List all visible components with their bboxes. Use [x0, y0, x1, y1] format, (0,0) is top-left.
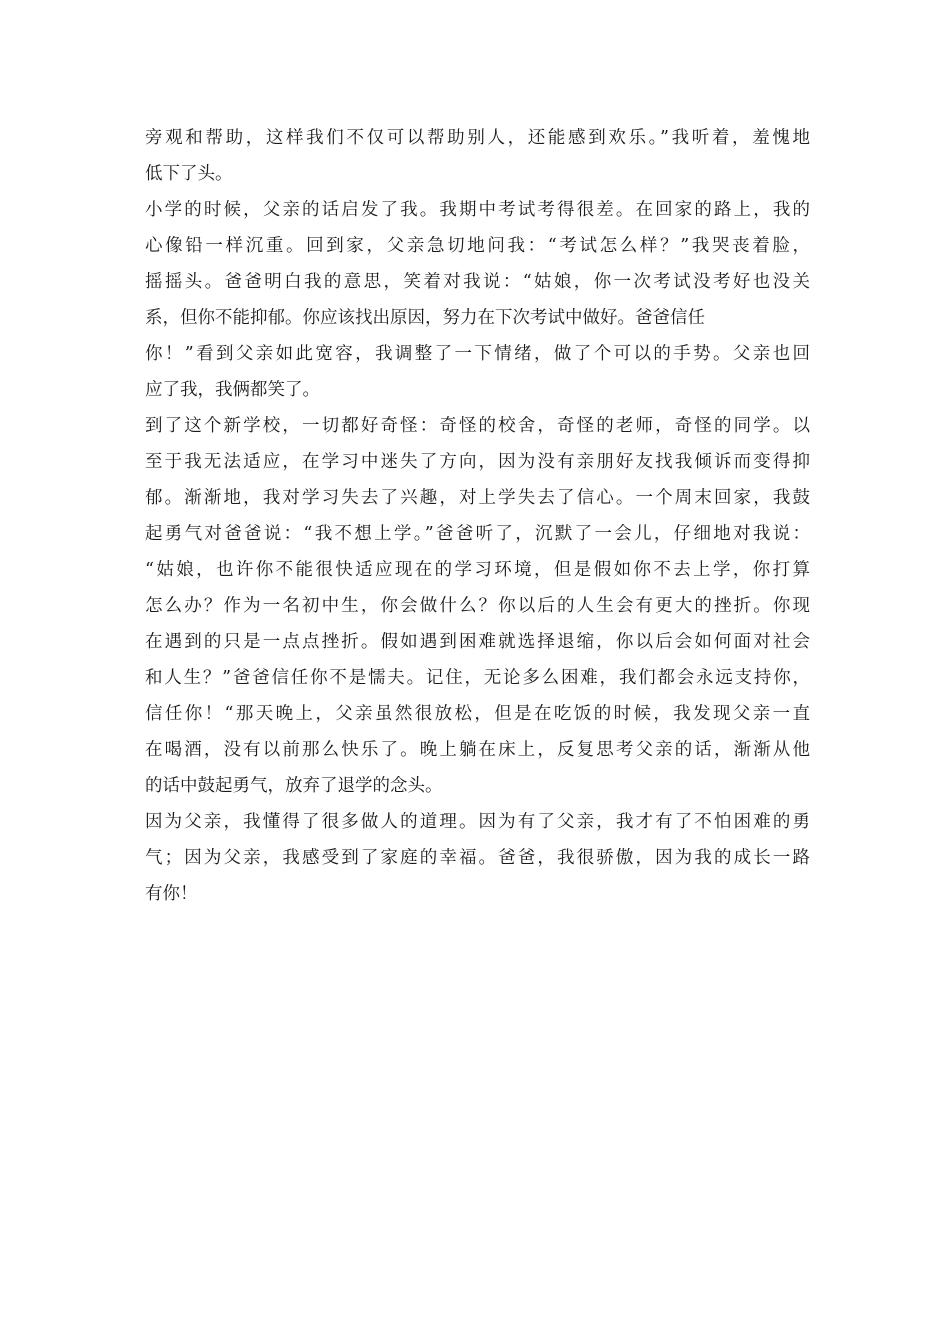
text-line: 至于我无法适应，在学习中迷失了方向，因为没有亲朋好友找我倾诉而变得抑 — [145, 452, 810, 472]
text-line: 气；因为父亲，我感受到了家庭的幸福。爸爸，我很骄傲，因为我的成长一路 — [145, 848, 810, 868]
paragraph-1 — [145, 120, 810, 192]
text-line: 到了这个新学校，一切都好奇怪：奇怪的校舍，奇怪的老师，奇怪的同学。以 — [145, 416, 810, 436]
text-line: 起勇气对爸爸说：“我不想上学。”爸爸听了，沉默了一会儿，仔细地对我说： — [145, 524, 810, 544]
text-line: 应了我，我俩都笑了。 — [145, 380, 320, 400]
paragraph-4 — [145, 804, 810, 912]
text-line: 怎么办？作为一名初中生，你会做什么？你以后的人生会有更大的挫折。你现 — [145, 596, 810, 616]
text-line: 小学的时候，父亲的话启发了我。我期中考试考得很差。在回家的路上，我的 — [145, 200, 810, 220]
text-line: “姑娘，也许你不能很快适应现在的学习环境，但是假如你不去上学，你打算 — [145, 560, 810, 580]
text-line: 系，但你不能抑郁。你应该找出原因，努力在下次考试中做好。爸爸信任 — [145, 308, 705, 328]
text-line: 旁观和帮助，这样我们不仅可以帮助别人，还能感到欢乐。”我听着，羞愧地 — [145, 128, 810, 148]
text-line: 你！”看到父亲如此宽容，我调整了一下情绪，做了个可以的手势。父亲也回 — [145, 344, 810, 364]
text-line: 郁。渐渐地，我对学习失去了兴趣，对上学失去了信心。一个周末回家，我鼓 — [145, 488, 810, 508]
paragraph-3 — [145, 408, 810, 804]
text-line: 在喝酒，没有以前那么快乐了。晚上躺在床上，反复思考父亲的话，渐渐从他 — [145, 740, 810, 760]
text-line: 心像铅一样沉重。回到家，父亲急切地问我：“考试怎么样？”我哭丧着脸， — [145, 236, 810, 256]
text-line: 因为父亲，我懂得了很多做人的道理。因为有了父亲，我才有了不怕困难的勇 — [145, 812, 810, 832]
text-line: 摇摇头。爸爸明白我的意思，笑着对我说：“姑娘，你一次考试没考好也没关 — [145, 272, 810, 292]
text-line: 的话中鼓起勇气，放弃了退学的念头。 — [145, 776, 443, 796]
text-line: 和人生？”爸爸信任你不是懦夫。记住，无论多么困难，我们都会永远支持你， — [145, 668, 810, 688]
text-line: 信任你！“那天晚上，父亲虽然很放松，但是在吃饭的时候，我发现父亲一直 — [145, 704, 810, 724]
document-body — [145, 120, 810, 912]
text-line: 低下了头。 — [145, 164, 233, 184]
paragraph-2 — [145, 192, 810, 408]
text-line: 在遇到的只是一点点挫折。假如遇到困难就选择退缩，你以后会如何面对社会 — [145, 632, 810, 652]
text-line: 有你！ — [145, 884, 198, 904]
